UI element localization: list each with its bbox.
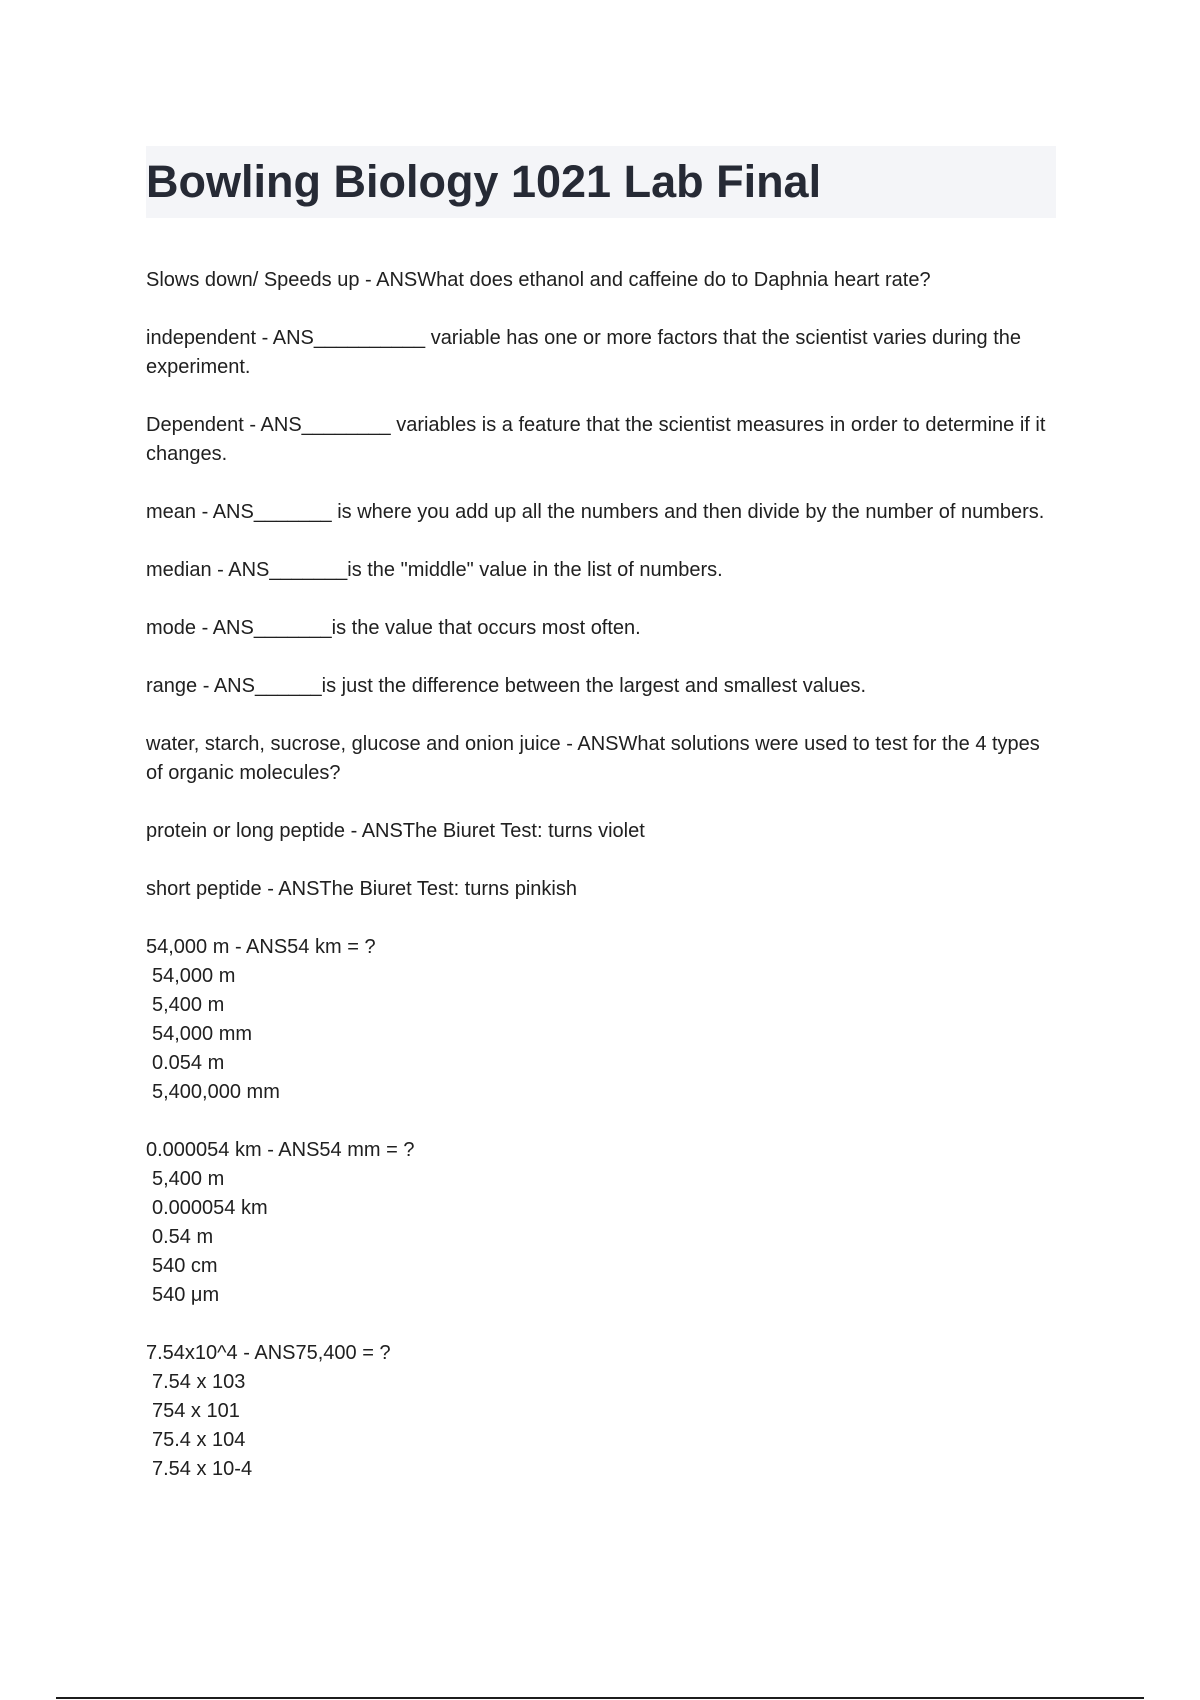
flashcard-entry — [146, 324, 1056, 382]
answer-option: 7.54 x 103 — [152, 1371, 246, 1393]
flashcard-entry — [146, 556, 1056, 585]
answer-options — [146, 1368, 1056, 1484]
answer-option: 0.000054 km — [152, 1197, 268, 1219]
answer-option: 540 cm — [152, 1255, 218, 1277]
answer-option: 754 x 101 — [152, 1400, 240, 1422]
flashcard-entry — [146, 498, 1056, 527]
flashcard-text: mean - ANS_______ is where you add up all the numbers and then divide by the number of numbers. — [146, 501, 1045, 523]
answer-option: 7.54 x 10-4 — [152, 1458, 253, 1480]
answer-option: 5,400 m — [152, 1168, 225, 1190]
flashcard-entry — [146, 1136, 1056, 1310]
answer-option: 0.054 m — [152, 1052, 225, 1074]
answer-options — [146, 1165, 1056, 1310]
flashcard-text: independent - ANS__________ variable has one or more factors that the scientist varies during the experiment. — [146, 327, 1021, 378]
answer-option: 5,400 m — [152, 994, 225, 1016]
answer-option: 75.4 x 104 — [152, 1429, 246, 1451]
answer-option: 54,000 mm — [152, 1023, 253, 1045]
flashcard-text: mode - ANS_______is the value that occurs most often. — [146, 617, 641, 639]
answer-option: 5,400,000 mm — [152, 1081, 280, 1103]
flashcard-entry — [146, 933, 1056, 1107]
flashcard-entry — [146, 411, 1056, 469]
flashcard-entry — [146, 266, 1056, 295]
flashcard-text: 0.000054 km - ANS54 mm = ? — [146, 1139, 415, 1161]
answer-options — [146, 962, 1056, 1107]
answer-option: 540 μm — [152, 1284, 220, 1306]
flashcard-entry — [146, 1339, 1056, 1484]
flashcard-entry — [146, 730, 1056, 788]
flashcard-text: protein or long peptide - ANSThe Biuret Test: turns violet — [146, 820, 645, 842]
flashcard-text: 7.54x10^4 - ANS75,400 = ? — [146, 1342, 391, 1364]
title-banner — [146, 146, 1056, 218]
answer-option: 54,000 m — [152, 965, 236, 987]
flashcard-list — [146, 266, 1056, 1513]
answer-option: 0.54 m — [152, 1226, 214, 1248]
flashcard-text: range - ANS______is just the difference between the largest and smallest values. — [146, 675, 867, 697]
flashcard-entry — [146, 614, 1056, 643]
flashcard-text: median - ANS_______is the "middle" value in the list of numbers. — [146, 559, 723, 581]
flashcard-entry — [146, 875, 1056, 904]
flashcard-entry — [146, 817, 1056, 846]
flashcard-text: 54,000 m - ANS54 km = ? — [146, 936, 376, 958]
flashcard-entry — [146, 672, 1056, 701]
flashcard-text: water, starch, sucrose, glucose and onion juice - ANSWhat solutions were used to test for the 4 types of organic molecules? — [146, 733, 1040, 784]
flashcard-text: Dependent - ANS________ variables is a feature that the scientist measures in order to determine if it changes. — [146, 414, 1046, 465]
flashcard-text: Slows down/ Speeds up - ANSWhat does ethanol and caffeine do to Daphnia heart rate? — [146, 269, 931, 291]
flashcard-text: short peptide - ANSThe Biuret Test: turns pinkish — [146, 878, 577, 900]
document-title: Bowling Biology 1021 Lab Final — [146, 156, 822, 207]
footer-divider — [56, 1697, 1144, 1699]
